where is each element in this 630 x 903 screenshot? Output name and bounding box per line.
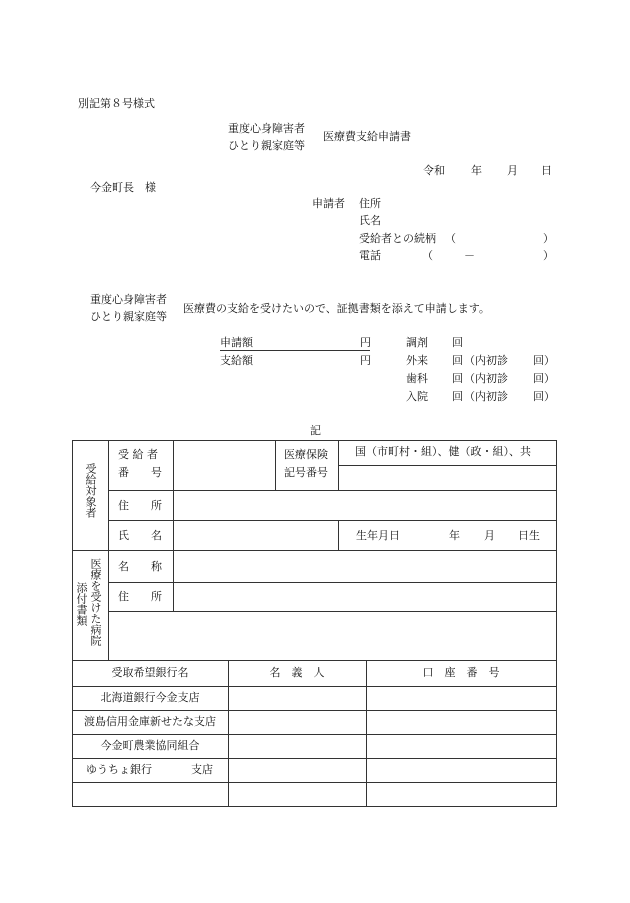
- insurance-types: 国（市町村・組）、健（政・組）、共: [355, 445, 531, 458]
- phone-paren-open: （: [422, 249, 433, 262]
- kind-pharmacy: 調剤: [406, 336, 428, 349]
- hospital-address-label: 住 所: [118, 590, 162, 603]
- title-subject-1: 重度心身障害者: [228, 122, 305, 135]
- statement-subject-2: ひとり親家庭等: [90, 310, 167, 323]
- statement-subject-1: 重度心身障害者: [90, 293, 167, 306]
- relation-paren-open: （: [445, 232, 456, 245]
- note-times-dental: 回）: [533, 372, 555, 385]
- recipient-number-label-2: 番 号: [118, 466, 162, 479]
- times-inpatient: 回: [452, 390, 463, 403]
- birth-year: 年: [449, 529, 460, 542]
- applicant-relation-label: 受給者との続柄: [359, 232, 436, 245]
- bank-header-name: 受取希望銀行名: [111, 666, 189, 679]
- applicant-phone-label: 電話: [359, 249, 381, 262]
- bank-header-account: 口 座 番 号: [422, 666, 500, 679]
- pay-yen: 円: [360, 354, 371, 367]
- apply-amount-underline: [220, 350, 370, 351]
- phone-dash: －: [464, 249, 475, 262]
- date-year: 年: [471, 164, 482, 177]
- date-era: 令和: [423, 164, 445, 177]
- birth-month: 月: [484, 529, 495, 542]
- hospital-group-label: 医療を受けた病院: [89, 558, 102, 646]
- form-title: 医療費支給申請書: [323, 130, 411, 143]
- note-inpatient: （内初診: [464, 390, 508, 403]
- title-subject-2: ひとり親家庭等: [228, 139, 305, 152]
- attachment-group-label: 添付書類: [75, 582, 88, 626]
- apply-yen: 円: [360, 336, 371, 349]
- applicant-address-label: 住所: [359, 197, 381, 210]
- insurance-label-2: 記号番号: [284, 466, 328, 479]
- note-outpatient: （内初診: [464, 354, 508, 367]
- kind-outpatient: 外来: [406, 354, 428, 367]
- pay-amount-label: 支給額: [220, 354, 253, 367]
- bank-header-holder: 名 義 人: [269, 666, 325, 679]
- date-month: 月: [507, 164, 518, 177]
- apply-amount-label: 申請額: [220, 336, 253, 349]
- bank-row: 今金町農業協同組合: [100, 739, 200, 752]
- yucho-branch: 支店: [191, 763, 213, 776]
- recipient-number-label-1: 受 給 者: [118, 448, 158, 461]
- applicant-label: 申請者: [312, 197, 345, 210]
- kind-inpatient: 入院: [406, 390, 428, 403]
- times-dental: 回: [452, 372, 463, 385]
- date-day: 日: [541, 164, 552, 177]
- phone-paren-close: ）: [543, 249, 554, 262]
- note-times-inpatient: 回）: [533, 390, 555, 403]
- note-times-outpatient: 回）: [533, 354, 555, 367]
- yucho-bank: ゆうちょ銀行: [86, 763, 152, 776]
- form-number: 別記第８号様式: [78, 97, 155, 110]
- times-pharmacy: 回: [452, 336, 463, 349]
- applicant-name-label: 氏名: [359, 214, 381, 227]
- relation-paren-close: ）: [543, 232, 554, 245]
- birth-date-label: 生年月日: [356, 529, 400, 542]
- note-dental: （内初診: [464, 372, 508, 385]
- recipient-name-label: 氏 名: [118, 529, 162, 542]
- addressee: 今金町長 様: [90, 181, 156, 194]
- bank-row: 北海道銀行今金支店: [100, 691, 200, 704]
- bank-row: 渡島信用金庫新せたな支店: [84, 715, 216, 728]
- statement-text: 医療費の支給を受けたいので、証拠書類を添えて申請します。: [183, 302, 490, 315]
- ki-heading: 記: [310, 424, 321, 437]
- recipient-address-label: 住 所: [118, 499, 162, 512]
- insurance-label-1: 医療保険: [284, 448, 328, 461]
- recipient-group-label: 受給対象者: [84, 463, 97, 518]
- birth-day: 日生: [518, 529, 540, 542]
- hospital-name-label: 名 称: [118, 560, 162, 573]
- times-outpatient: 回: [452, 354, 463, 367]
- kind-dental: 歯科: [406, 372, 428, 385]
